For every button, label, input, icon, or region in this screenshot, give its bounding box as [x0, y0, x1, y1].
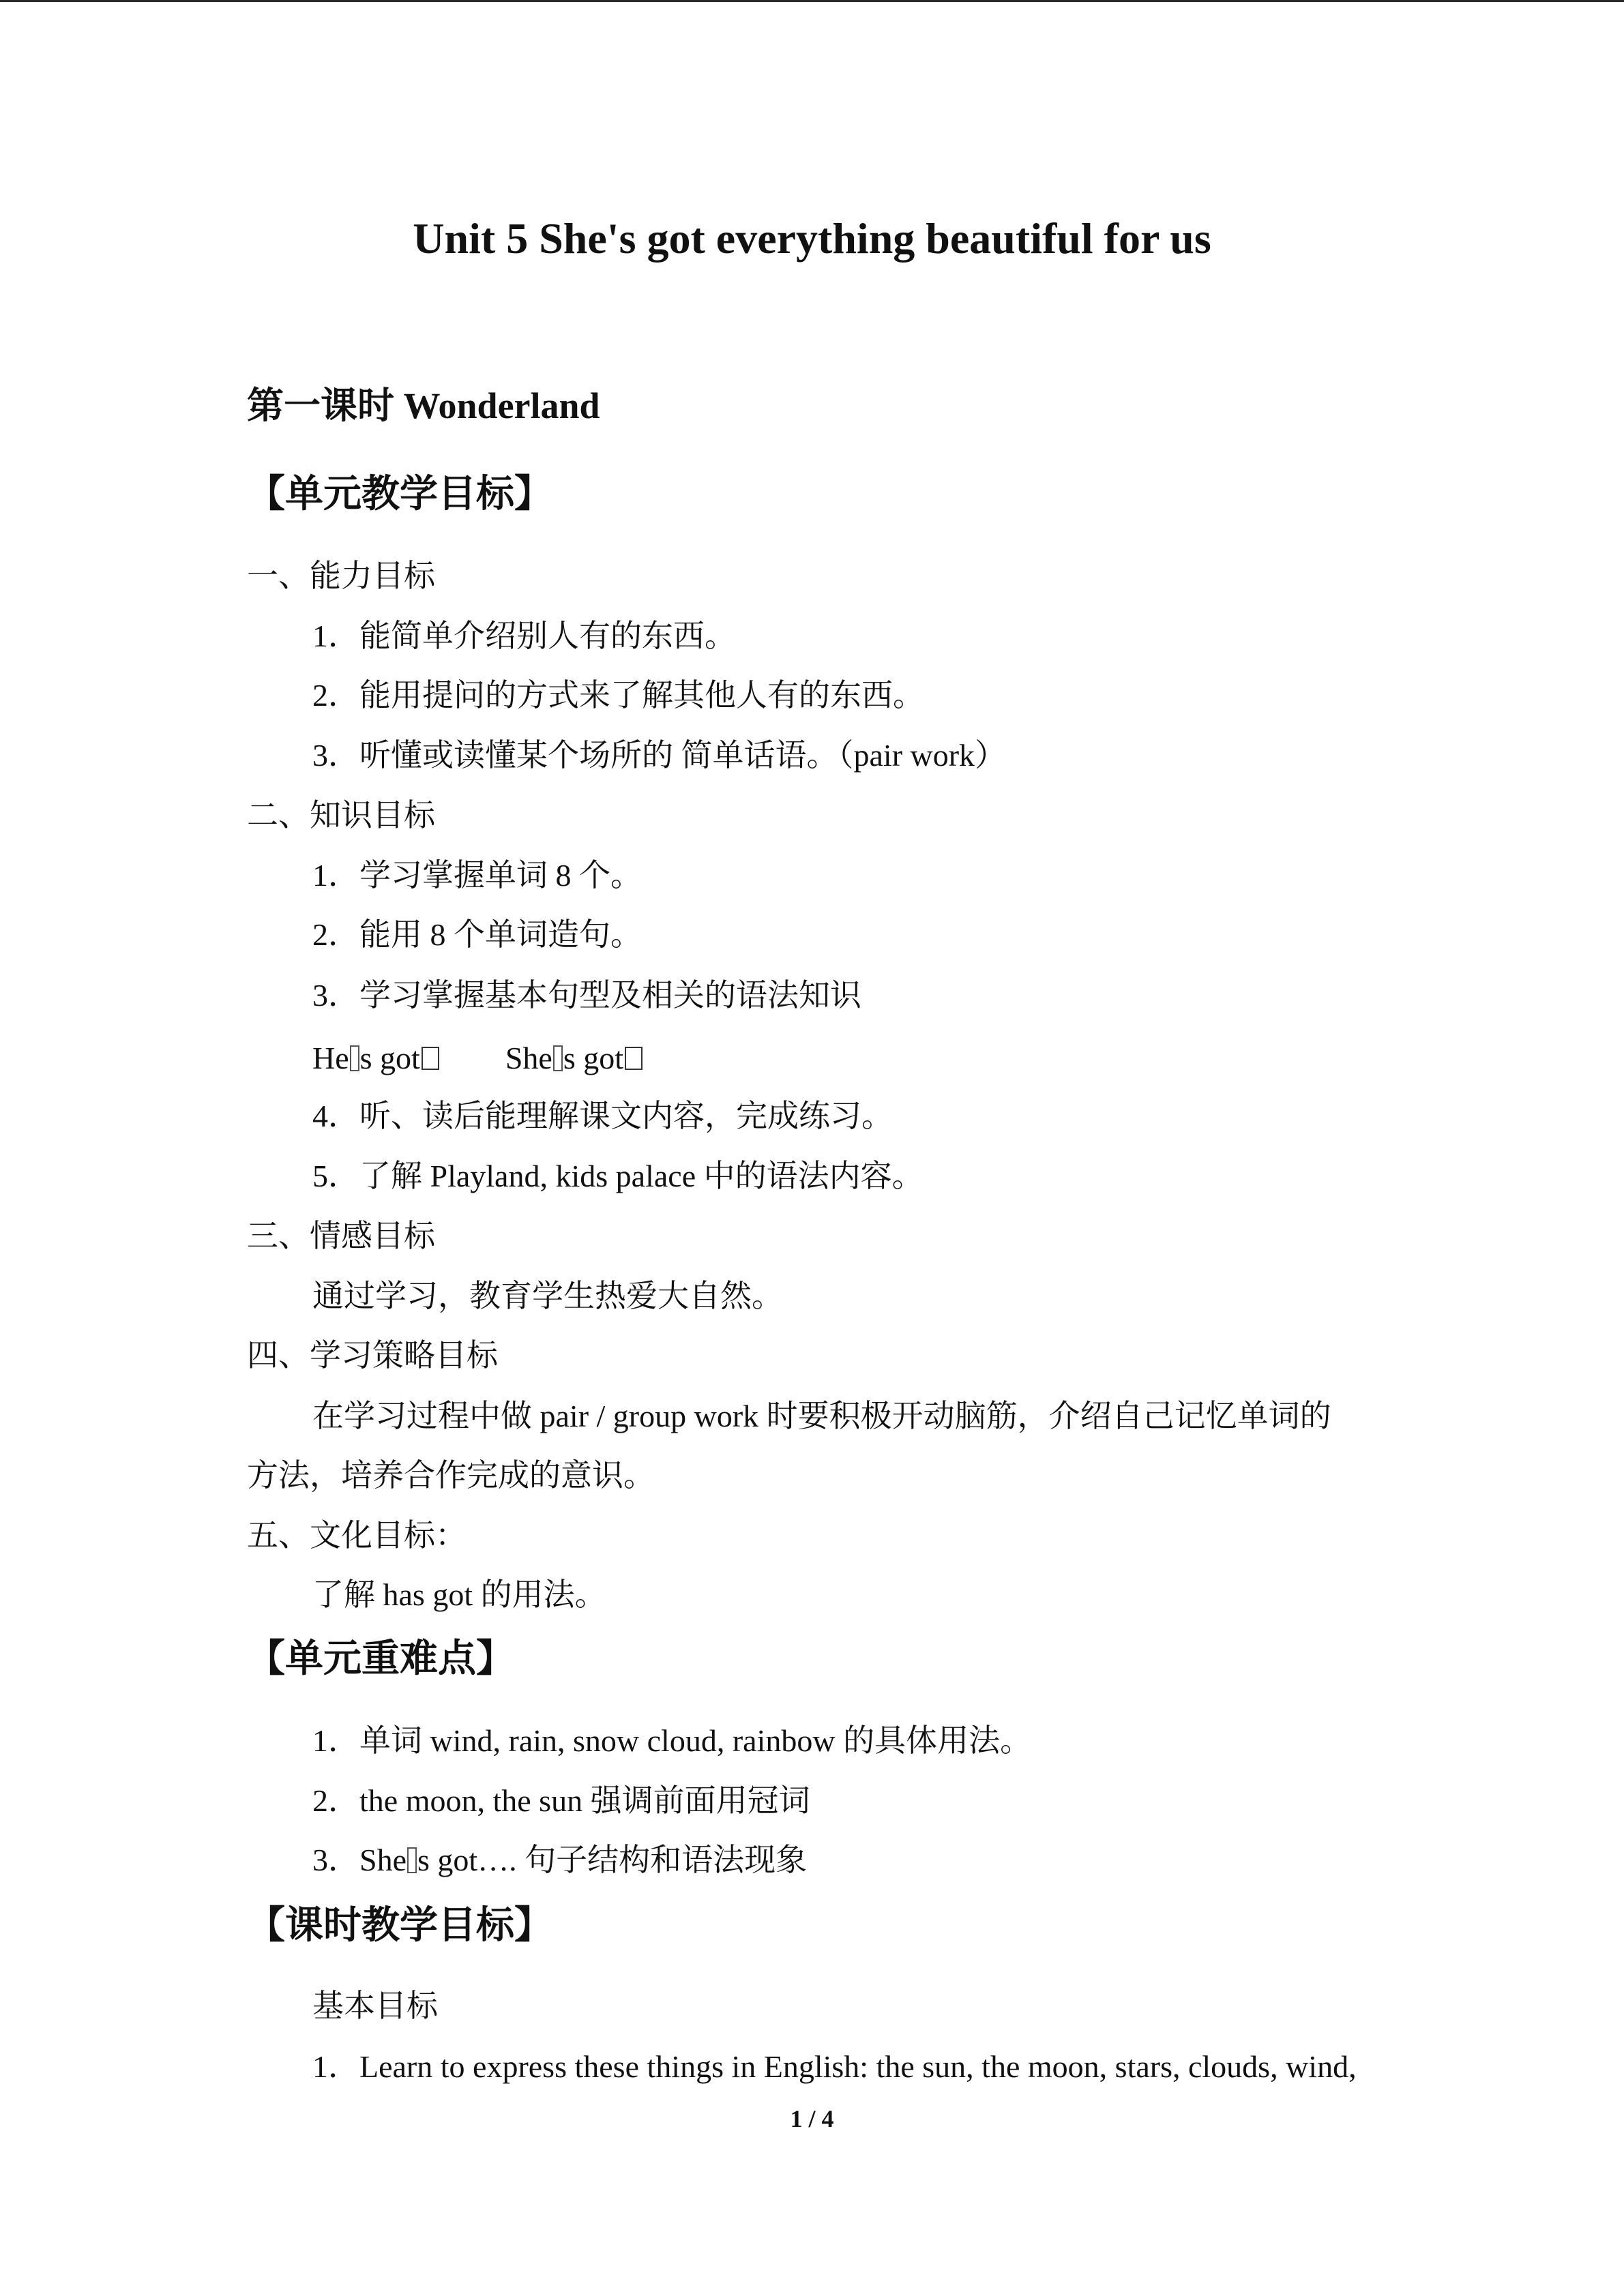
- key-point-item: [312, 1840, 807, 1881]
- ability-goals-heading: 一、能力目标: [247, 558, 435, 593]
- missing-glyph-box: [350, 1045, 359, 1071]
- missing-glyph-box: [625, 1047, 643, 1070]
- ability-item: 3．听懂或读懂某个场所的 简单话语。（pair work）: [312, 738, 1007, 773]
- lesson-goal-item: 1．Learn to express these things in English: the sun, the moon, stars, clouds, wind,: [312, 2049, 1357, 2084]
- knowledge-item: 4．听、读后能理解课文内容，完成练习。: [312, 1099, 893, 1133]
- culture-goals-heading: 五、文化目标：: [247, 1518, 467, 1553]
- page-top-border: [0, 0, 1624, 2]
- knowledge-item: 1．学习掌握单词 8 个。: [312, 858, 642, 893]
- lesson-title: 第一课时 Wonderland: [247, 385, 600, 426]
- document-title: Unit 5 She's got everything beautiful for us: [413, 214, 1211, 263]
- pattern-she-prefix: She: [505, 1041, 552, 1075]
- emotion-text: 通过学习，教育学生热爱大自然。: [312, 1279, 783, 1313]
- missing-glyph-box: [422, 1047, 439, 1070]
- section-heading-unit-goals: 【单元教学目标】: [247, 473, 552, 516]
- basic-goal-label: 基本目标: [312, 1988, 438, 2023]
- pattern-she-suffix: s got: [563, 1041, 624, 1075]
- page-number: 1 / 4: [790, 2105, 834, 2132]
- knowledge-item: 3．学习掌握基本句型及相关的语法知识: [312, 978, 861, 1013]
- section-heading-key-points: 【单元重难点】: [247, 1638, 514, 1680]
- key-point-prefix: 3．She: [312, 1843, 407, 1877]
- pattern-he-prefix: He: [312, 1041, 349, 1075]
- knowledge-item: 5．了解 Playland, kids palace 中的语法内容。: [312, 1159, 924, 1193]
- missing-glyph-box: [553, 1045, 563, 1071]
- sentence-pattern-line: [312, 1038, 644, 1079]
- ability-item: 2．能用提问的方式来了解其他人有的东西。: [312, 678, 924, 713]
- strategy-goals-heading: 四、学习策略目标: [247, 1338, 498, 1373]
- strategy-text-line: 方法，培养合作完成的意识。: [247, 1458, 655, 1493]
- section-heading-lesson-goals: 【课时教学目标】: [247, 1905, 552, 1947]
- pattern-he-suffix: s got: [359, 1041, 420, 1075]
- key-point-item: 1．单词 wind, rain, snow cloud, rainbow 的具体用法。: [312, 1723, 1032, 1758]
- ability-item: 1．能简单介绍别人有的东西。: [312, 618, 736, 653]
- emotion-goals-heading: 三、情感目标: [247, 1219, 435, 1253]
- missing-glyph-box: [407, 1847, 417, 1873]
- knowledge-item: 2．能用 8 个单词造句。: [312, 917, 642, 952]
- strategy-text-line: 在学习过程中做 pair / group work 时要积极开动脑筋，介绍自己记忆单词的: [312, 1399, 1331, 1433]
- key-point-suffix: s got…. 句子结构和语法现象: [417, 1843, 808, 1877]
- culture-text: 了解 has got 的用法。: [312, 1577, 606, 1612]
- key-point-item: 2．the moon, the sun 强调前面用冠词: [312, 1783, 810, 1818]
- knowledge-goals-heading: 二、知识目标: [247, 798, 435, 833]
